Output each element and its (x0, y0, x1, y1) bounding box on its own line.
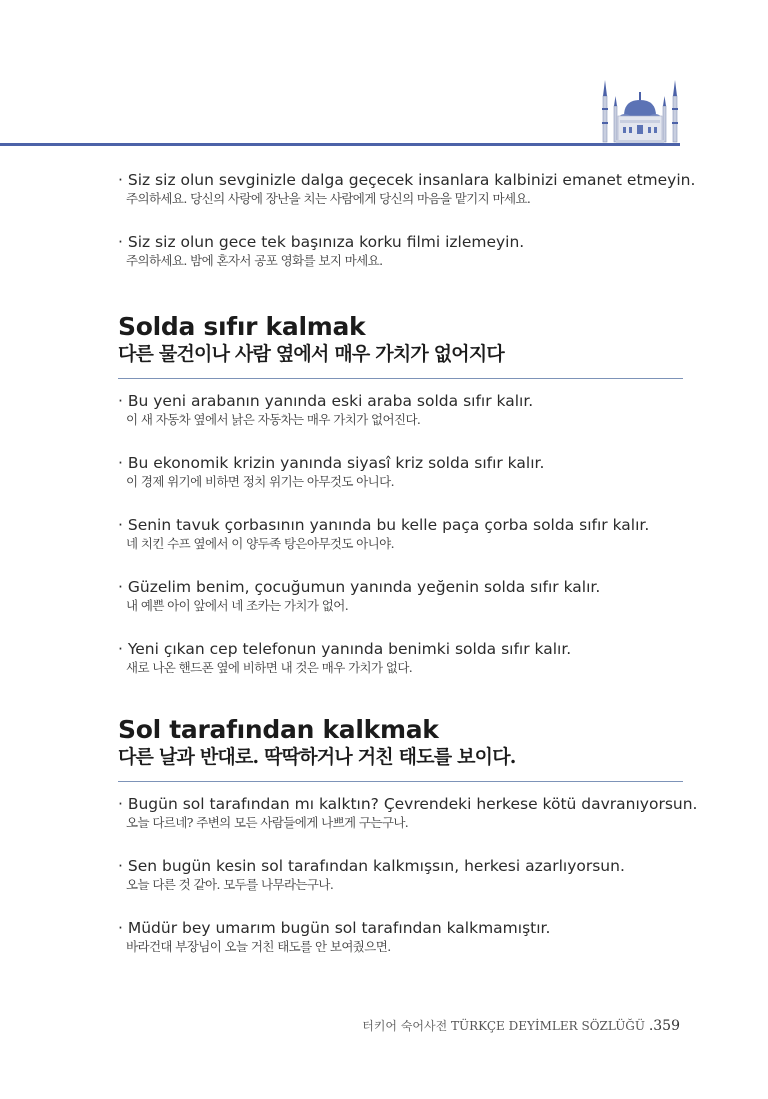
idiom-heading (118, 715, 683, 782)
page-content (118, 170, 698, 956)
footer-book-title: 터키어 숙어사전 TÜRKÇE DEYİMLER SÖZLÜĞÜ (362, 1019, 649, 1033)
turkish-sentence: · Sen bugün kesin sol tarafından kalkmışsın, herkesi azarlıyorsun. (118, 857, 625, 875)
example-item (118, 232, 683, 270)
turkish-sentence: · Yeni çıkan cep telefonun yanında benimki solda sıfır kalır. (118, 640, 572, 658)
example-item (118, 391, 683, 429)
turkish-sentence: · Siz siz olun sevginizle dalga geçecek insanlara kalbinizi emanet etmeyin. (118, 171, 696, 189)
page-number: .359 (648, 1018, 680, 1034)
turkish-sentence: · Siz siz olun gece tek başınıza korku filmi izlemeyin. (118, 233, 525, 251)
header-rule (0, 143, 680, 146)
korean-translation: 바라건대 부장님이 오늘 거친 태도를 안 보여줬으면. (126, 939, 391, 954)
example-item (118, 856, 683, 894)
turkish-sentence: · Güzelim benim, çocuğumun yanında yeğenin solda sıfır kalır. (118, 578, 601, 596)
idiom-meaning: 다른 날과 반대로. 딱딱하거나 거친 태도를 보이다. (118, 746, 516, 768)
example-item (118, 170, 696, 208)
turkish-sentence: · Müdür bey umarım bugün sol tarafından kalkmamıştır. (118, 919, 551, 937)
turkish-sentence: · Bu ekonomik krizin yanında siyasî kriz solda sıfır kalır. (118, 454, 545, 472)
korean-translation: 주의하세요. 당신의 사랑에 장난을 치는 사람에게 당신의 마음을 맡기지 마세요. (126, 191, 531, 206)
korean-translation: 주의하세요. 밤에 혼자서 공포 영화를 보지 마세요. (126, 253, 383, 268)
turkish-sentence: · Bu yeni arabanın yanında eski araba solda sıfır kalır. (118, 392, 534, 410)
example-item (118, 639, 683, 677)
idiom-title: Sol tarafından kalkmak (118, 715, 439, 744)
turkish-sentence: · Bugün sol tarafından mı kalktın? Çevrendeki herkese kötü davranıyorsun. (118, 795, 698, 813)
korean-translation: 오늘 다르네? 주변의 모든 사람들에게 나쁘게 구는구나. (126, 815, 409, 830)
example-item (118, 453, 683, 491)
example-item (118, 918, 683, 956)
example-item (118, 515, 683, 553)
korean-translation: 새로 나온 핸드폰 옆에 비하면 내 것은 매우 가치가 없다. (126, 660, 413, 675)
korean-translation: 이 경제 위기에 비하면 정치 위기는 아무것도 아니다. (126, 474, 394, 489)
idiom-meaning: 다른 물건이나 사람 옆에서 매우 가치가 없어지다 (118, 343, 504, 365)
example-item (118, 577, 683, 615)
idiom-heading (118, 312, 683, 379)
page-footer (362, 1017, 680, 1034)
example-item (118, 794, 698, 832)
mosque-icon (598, 76, 682, 144)
korean-translation: 오늘 다른 것 같아. 모두를 나무라는구나. (126, 877, 334, 892)
korean-translation: 이 새 자동차 옆에서 낡은 자동차는 매우 가치가 없어진다. (126, 412, 421, 427)
idiom-title: Solda sıfır kalmak (118, 312, 366, 341)
korean-translation: 네 치킨 수프 옆에서 이 양두족 탕은아무것도 아니야. (126, 536, 394, 551)
turkish-sentence: · Senin tavuk çorbasının yanında bu kelle paça çorba solda sıfır kalır. (118, 516, 650, 534)
korean-translation: 내 예쁜 아이 앞에서 네 조카는 가치가 없어. (126, 598, 349, 613)
